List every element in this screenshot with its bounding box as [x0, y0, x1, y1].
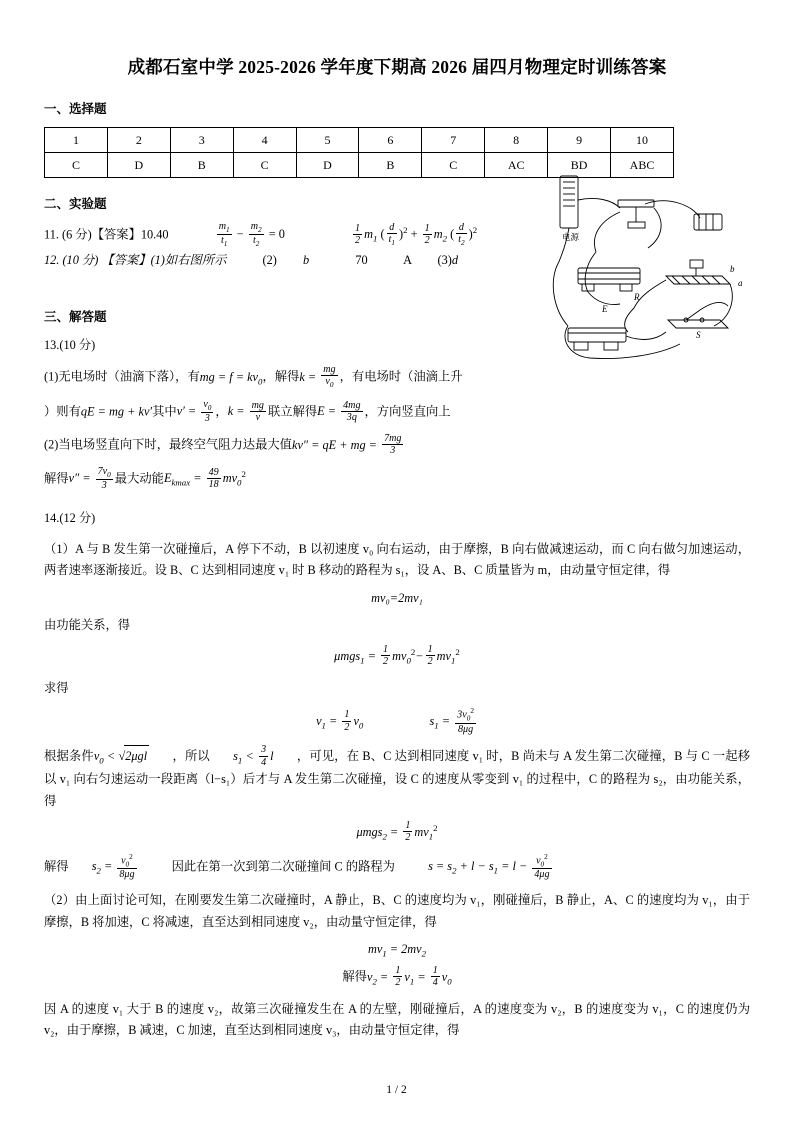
table-cell: 8 [485, 128, 548, 153]
q14-eq5: $mv_1 = 2mv_2$ [367, 942, 427, 959]
table-cell: 7 [422, 128, 485, 153]
q14-heading: 14.(12 分) [44, 511, 96, 526]
table-cell: BD [548, 153, 611, 178]
figure-label-E: E [602, 304, 608, 314]
q14-eq2: μmgs$_1$ = $\frac{1}{2}$ $mv_0^2-$ $\frac{1}{2}$ $mv_1^2$ [334, 644, 460, 668]
table-cell: 2 [107, 128, 170, 153]
q13-heading: 13.(10 分) [44, 337, 96, 352]
q14-p5 [44, 854, 750, 882]
experiment-figure [516, 160, 756, 400]
q13-l1c: ，解得 [262, 369, 300, 384]
figure-label-power: 电源 [562, 232, 580, 242]
q12-answer-A: A [403, 253, 412, 268]
q14-eq-s: $s = s_2 + l - s_1 = l$ − $\frac{v_0^2}{4\mu g}$ [428, 852, 550, 881]
section-heading-solution: 三、解答题 [44, 309, 107, 324]
figure-label-S: S [696, 330, 701, 340]
q11-expr2: $\frac{1}{2}$ $m_1$ ( $\frac{d}{t_1}$ )$^2$ + $\frac{1}{2}$ $m_2$ ( $\frac{d}{t_2}$ )$^2$ [355, 221, 478, 248]
table-cell: D [107, 153, 170, 178]
q14-p2: 由功能关系，得 [44, 617, 131, 632]
table-cell: ABC [611, 153, 674, 178]
table-cell: B [170, 153, 233, 178]
q13-l1a: (1)无电场时（油滴下落），有 [44, 369, 200, 384]
q13-eq-vprime: v′ = $\frac{v_0}{3}$ [176, 398, 212, 424]
table-cell: 3 [170, 128, 233, 153]
q13-l2c: 其中 [152, 404, 177, 419]
q13-line-4 [44, 467, 750, 492]
table-cell: 4 [233, 128, 296, 153]
table-cell: AC [485, 153, 548, 178]
q13-eq-kv2: kv″ = qE + mg = $\frac{7mg}{3}$ [291, 433, 402, 457]
q12-part2: (2) [262, 253, 277, 268]
figure-label-R: R [634, 292, 640, 302]
q14-p4a: 根据条件 [44, 749, 94, 764]
q14-p7: 因 A 的速度 v₁ 大于 B 的速度 v₂，故第三次碰撞发生在 A 的左壁，刚碰撞后，A 的速度变为 v₂，B 的速度变为 v₁，C 的速度仍为 v₂，由于摩擦，B 减速，C 加速，直至达到相同速度 v₃，由动量守恒定律，得 [44, 1001, 750, 1038]
q14-eq-s2: $s_2$ = $\frac{v_0^2}{8\mu g}$ [91, 852, 135, 881]
table-cell: D [296, 153, 359, 178]
q11-prefix: 11. (6 分)【答案】10.40 [44, 227, 169, 242]
table-cell: 1 [45, 128, 108, 153]
q12-answer-b: b [303, 253, 310, 268]
q13-eq-ekmax: $E_{kmax}$ = $\frac{49}{18}$ $mv_0^2$ [163, 466, 246, 490]
q13-l2e: ， [215, 404, 228, 419]
q13-eq-E: E = $\frac{4mg}{3q}$ [317, 399, 361, 423]
q13-line-3 [44, 434, 750, 458]
q14-eq3: $v_1$ = $\frac{1}{2}$ $v_0$ $s_1$ = $\frac{3v_0^2}{8\mu g}$ [316, 707, 474, 735]
q14-p4f: ，可见，在 B、C 达到相同速度 v₁ 时，B 尚未与 A 发生第二次碰撞，B 与 C 一起移以 v₁ 向右匀速运动一段距离（l−s₁）后才与 A 发生第二次碰撞，设 C 的速度从零变到 v₁ 的过程中，C 的路程为 s₂，由功能关系，得 [44, 749, 750, 808]
q14-p5b: 因此在第一次到第二次碰撞间 C 的路程为 [171, 859, 395, 874]
table-cell: C [233, 153, 296, 178]
q14-p4 [44, 745, 750, 812]
q14-p1: （1）A 与 B 发生第一次碰撞后，A 停下不动，B 以初速度 v₀ 向右运动，由于摩擦，B 向右做减速运动，而 C 向右做匀加速运动，两者速率逐渐接近。设 B、C 达到相同速度 v₁ 时 B 移动的路程为 s₁，设 A、B、C 质量皆为 m，由动量守恒定律，得 [44, 541, 750, 578]
q12-part3: (3) [437, 253, 452, 268]
q13-l2g: 联立解得 [267, 404, 318, 419]
q14-eq6-label: 解得 [342, 969, 367, 984]
q14-cond-v0: $v_0 < √2\mu gl$ [94, 749, 149, 763]
q13-line-2 [44, 400, 750, 425]
q14-eq4: μmgs$_2$ = $\frac{1}{2}$ $mv_1^2$ [356, 820, 438, 844]
page-title: 成都石室中学 2025-2026 学年度下期高 2026 届四月物理定时训练答案 [127, 57, 667, 77]
table-cell: 6 [359, 128, 422, 153]
q11-expr1: $\frac{m_1}{t_1}$ − $\frac{m_2}{t_2}$ = 0 [218, 221, 285, 249]
q14-p5a: 解得 [44, 859, 69, 874]
table-row-numbers [45, 128, 674, 153]
q13-l2a: ）则有 [44, 404, 81, 419]
page-number: 1 / 2 [386, 1084, 407, 1096]
q13-l2i: ，方向竖直向上 [364, 404, 451, 419]
table-cell: C [422, 153, 485, 178]
q12-answer-70: 70 [355, 253, 368, 268]
q13-l4c: 最大动能 [114, 471, 164, 486]
figure-label-a: a [738, 278, 743, 288]
q13-eq-mg: mg = $f = kv_0$ [199, 369, 263, 387]
figure-label-b: b [730, 264, 735, 274]
section-heading-experiment: 二、实验题 [44, 197, 107, 211]
q12-answer-d: d [451, 253, 458, 268]
table-cell: 9 [548, 128, 611, 153]
q13-eq-k: k = $\frac{mg}{v_0}$ [299, 364, 336, 390]
section-heading-choice: 一、选择题 [44, 102, 107, 116]
q14-eq1: mv₀=2mv₁ [371, 590, 423, 605]
table-cell: 5 [296, 128, 359, 153]
q13-eq-k2: k = $\frac{mg}{v}$ [227, 399, 264, 423]
q14-p3: 求得 [44, 680, 69, 695]
q14-cond-s1: $s_1$ < $\frac{3}{4}$ l [233, 744, 274, 768]
q13-l1e: ，有电场时（油滴上升 [339, 369, 463, 384]
table-cell: B [359, 153, 422, 178]
circuit-diagram-svg [516, 160, 756, 400]
q13-l4a: 解得 [44, 471, 69, 486]
q14-p4c: ，所以 [172, 749, 210, 764]
table-cell: 10 [611, 128, 674, 153]
q13-eq-v2: v″ = $\frac{7v_0}{3}$ [68, 465, 111, 491]
q12-prefix: 12. (10 分) 【答案】(1)如右图所示 [44, 253, 227, 268]
q14-eq6: 解得$v_2$ = $\frac{1}{2}$ $v_1$ = $\frac{1}{4}$ $v_0$ [342, 964, 452, 989]
q13-eq-qE: qE = mg + kv′ [80, 404, 153, 419]
q14-p6: （2）由上面讨论可知，在刚要发生第二次碰撞时，A 静止，B、C 的速度均为 v₁，刚碰撞后，B 静止，A、C 的速度均为 v₁，由于摩擦，B 将加速，C 将减速，直至达到相同速度 v₂，由动量守恒定律，得 [44, 893, 750, 929]
table-cell: C [45, 153, 108, 178]
q13-l3a: (2)当电场竖直向下时，最终空气阻力达最大值 [44, 437, 292, 452]
